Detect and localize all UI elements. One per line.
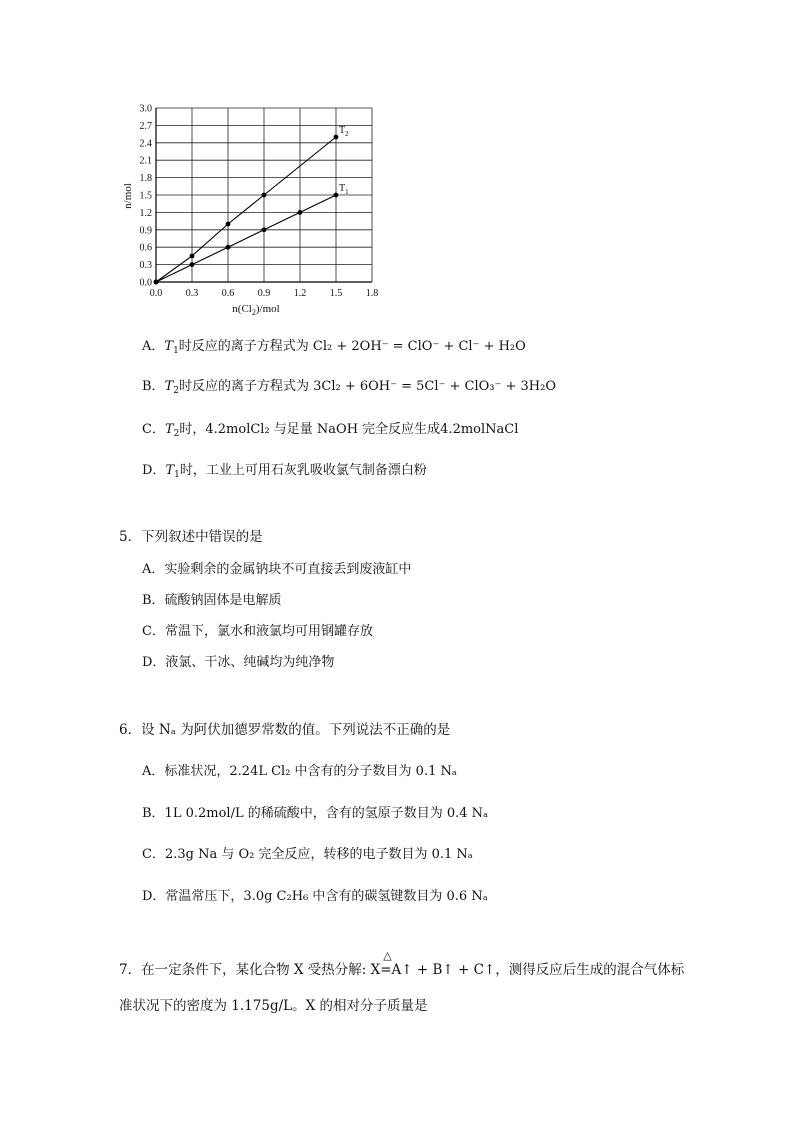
x-axis-label: $n(Cl_2)$/mol bbox=[232, 303, 280, 317]
x-tick-label: 0.0 bbox=[149, 288, 163, 299]
delta-icon: △ bbox=[383, 949, 392, 962]
option-text: 时，工业上可用石灰乳吸收氯气制备漂白粉 bbox=[179, 463, 427, 478]
option-text: 时反应的离子方程式为 Cl₂ + 2OH⁻ = ClO⁻ + Cl⁻ + H₂O bbox=[178, 339, 526, 354]
x-tick-label: 0.6 bbox=[221, 288, 235, 299]
temp-subscript: 2 bbox=[173, 386, 179, 396]
data-point bbox=[226, 222, 231, 227]
temp-subscript: 1 bbox=[174, 470, 180, 480]
y-tick-label: 0.0 bbox=[139, 277, 152, 289]
chart-series bbox=[154, 125, 350, 284]
x-tick-label: 0.9 bbox=[257, 288, 271, 299]
q4-option-d bbox=[142, 462, 427, 484]
y-tick-label: 2.1 bbox=[139, 155, 152, 167]
q7-stem-line2: 准状况下的密度为 1.175g/L。X 的相对分子质量是 bbox=[119, 998, 428, 1014]
data-point bbox=[226, 245, 231, 250]
y-tick-label: 1.5 bbox=[139, 190, 152, 202]
option-letter: B． bbox=[142, 379, 165, 394]
q6-option-a: A．标准状况，2.24L Cl₂ 中含有的分子数目为 0.1 Nₐ bbox=[142, 764, 457, 779]
series-line-t2 bbox=[156, 137, 336, 282]
q5-option-b: B．硫酸钠固体是电解质 bbox=[142, 593, 282, 608]
data-point bbox=[334, 193, 339, 198]
q6-option-d: D．常温常压下，3.0g C₂H₆ 中含有的碳氢键数目为 0.6 Nₐ bbox=[142, 889, 488, 904]
temp-symbol: T bbox=[164, 339, 174, 354]
q7-stem-line1 bbox=[119, 949, 685, 979]
line-chart bbox=[118, 100, 388, 320]
data-point bbox=[262, 193, 267, 198]
series-label-t1: $T_1$ bbox=[339, 183, 349, 196]
data-point bbox=[334, 135, 339, 140]
q4-option-a bbox=[142, 338, 526, 360]
x-tick-label: 1.2 bbox=[293, 288, 307, 299]
y-tick-label: 0.6 bbox=[139, 242, 152, 254]
data-point bbox=[154, 280, 159, 285]
option-text: 时，4.2molCl₂ 与足量 NaOH 完全反应生成4.2molNaCl bbox=[179, 422, 519, 437]
q6-option-c: C．2.3g Na 与 O₂ 完全反应，转移的电子数目为 0.1 Nₐ bbox=[142, 847, 473, 862]
temp-symbol: T bbox=[164, 422, 174, 437]
x-tick-label: 0.3 bbox=[185, 288, 199, 299]
equals-sign: = bbox=[380, 962, 392, 978]
x-tick-label: 1.8 bbox=[365, 288, 379, 299]
y-tick-label: 2.7 bbox=[139, 120, 152, 132]
y-tick-label: 1.2 bbox=[139, 207, 152, 219]
data-point bbox=[298, 210, 303, 215]
temp-symbol: T bbox=[164, 379, 174, 394]
q4-option-c bbox=[142, 421, 518, 443]
x-tick-label: 1.5 bbox=[329, 288, 343, 299]
y-tick-label: 0.3 bbox=[139, 260, 152, 272]
temp-subscript: 1 bbox=[173, 346, 179, 356]
q7-stem-end: A↑ + B↑ + C↑，测得反应后生成的混合气体标 bbox=[391, 962, 685, 978]
series-line-t1 bbox=[156, 195, 336, 282]
option-letter: D． bbox=[142, 463, 166, 478]
q4-option-b bbox=[142, 378, 556, 400]
data-point bbox=[262, 227, 267, 232]
y-tick-label: 1.8 bbox=[139, 173, 152, 185]
temp-subscript: 2 bbox=[173, 429, 180, 439]
q6-option-b: B．1L 0.2mol/L 的稀硫酸中，含有的氢原子数目为 0.4 Nₐ bbox=[142, 806, 489, 821]
option-text: 时反应的离子方程式为 3Cl₂ + 6OH⁻ = 5Cl⁻ + ClO₃⁻ + 3H₂O bbox=[178, 379, 556, 394]
q6-stem: 6．设 Nₐ 为阿伏加德罗常数的值。下列说法不正确的是 bbox=[119, 722, 451, 738]
option-letter: A． bbox=[142, 339, 165, 354]
y-tick-label: 2.4 bbox=[139, 138, 152, 150]
option-letter: C． bbox=[142, 422, 165, 437]
q5-option-d: D．液氯、干冰、纯碱均为纯净物 bbox=[142, 655, 335, 670]
q5-option-a: A．实验剩余的金属钠块不可直接丢到废液缸中 bbox=[142, 562, 412, 577]
y-axis-label: n/mol bbox=[122, 183, 134, 209]
data-point bbox=[190, 254, 195, 259]
y-tick-label: 0.9 bbox=[139, 225, 152, 237]
data-point bbox=[190, 262, 195, 267]
q5-stem: 5．下列叙述中错误的是 bbox=[119, 529, 263, 545]
heat-sign bbox=[380, 949, 392, 979]
series-label-t2: $T_2$ bbox=[339, 125, 349, 138]
temp-symbol: T bbox=[165, 463, 175, 478]
q7-stem-start: 7．在一定条件下，某化合物 X 受热分解: X bbox=[119, 962, 381, 978]
y-tick-label: 3.0 bbox=[139, 103, 152, 115]
q5-option-c: C．常温下，氯水和液氯均可用钢罐存放 bbox=[142, 624, 373, 639]
